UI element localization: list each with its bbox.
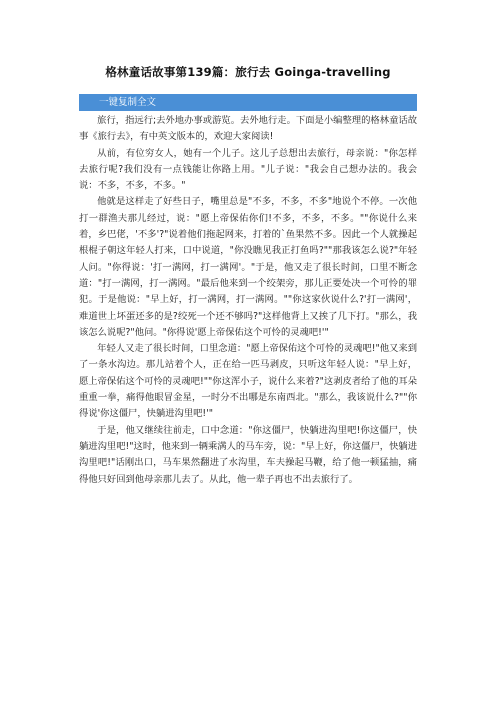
paragraph: 旅行，指远行;去外地办事或游览。去外地行走。下面是小编整理的格林童话故事《旅行去》，有中英文版本的，欢迎大家阅读! — [79, 115, 417, 143]
paragraph: 年轻人又走了很长时间，口里念道："愿上帝保佑这个可怜的灵魂吧!"他又来到了一条水沟边。那儿站着个人，正在给一匹马剥皮，只听这年轻人说："早上好，愿上帝保佑这个可怜的灵魂吧!""你这浑小子，说什么来着?"这剥皮者给了他的耳朵重重一拳，痛得他眼冒金星，一时分不出哪是东南西北。"那么，我该说什么?""你得说'你这僵尸，快躺进沟里吧!'" — [79, 343, 417, 420]
paragraph: 他就是这样走了好些日子，嘴里总是"不多，不多，不多"地说个不停。一次他打一群渔夫那儿经过，说："愿上帝保佑你们!不多，不多，不多。""你说什么来着，乡巴佬，'不多'?"说着他们拖起网来，打着的`鱼果然不多。因此一个人就操起根棍子朝这年轻人打来，口中说道，"你没瞧见我正打鱼吗?""那我该怎么说?"年轻人问。"你得说：'打一满网，打一满网'。"于是，他又走了很长时间，口里不断念道："打一满网，打一满网。"最后他来到一个绞架旁，那儿正要处决一个可怜的罪犯。于是他说："早上好，打一满网，打一满网。""你这家伙说什么?'打一满网'，难道世上坏蛋还多的是?绞死一个还不够吗?"这样他背上又挨了几下打。"那么，我该怎么说呢?"他问。"你得说'愿上帝保佑这个可怜的灵魂吧!'" — [79, 196, 417, 338]
article-body — [79, 113, 417, 488]
paragraph: 从前，有位穷女人，她有一个儿子。这儿子总想出去旅行，母亲说："你怎样去旅行呢?我们没有一点钱能让你路上用。"儿子说："我会自己想办法的。我会说：不多，不多，不多。" — [79, 147, 417, 192]
page-title: 格林童话故事第139篇：旅行去 Goinga-travelling — [105, 65, 391, 79]
copy-full-text-button[interactable]: 一键复制全文 — [79, 94, 417, 111]
paragraph: 于是，他又继续往前走，口中念道："你这僵尸，快躺进沟里吧!你这僵尸，快躺进沟里吧!"这时，他来到一辆乘满人的马车旁，说："早上好，你这僵尸，快躺进沟里吧!"话刚出口，马车果然翻进了水沟里，车夫操起马鞭，给了他一顿猛抽，痛得他只好回到他母亲那儿去了。从此，他一辈子再也不出去旅行了。 — [79, 424, 417, 485]
